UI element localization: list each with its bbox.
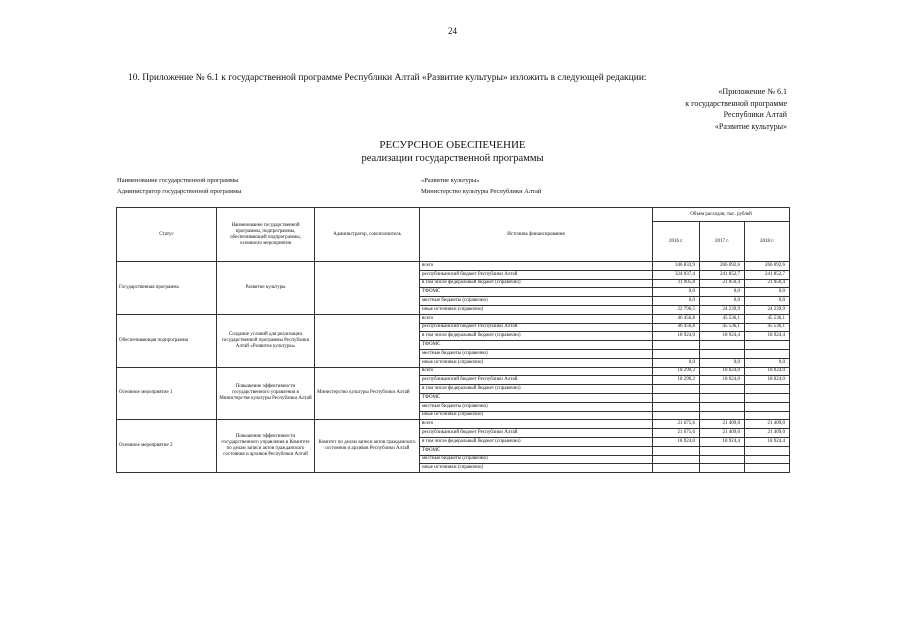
source-cell: республиканский бюджет Республики Алтай	[420, 376, 653, 385]
appendix-reference	[685, 86, 787, 132]
value-cell: 21 050,4	[700, 279, 745, 288]
value-cell	[653, 402, 700, 411]
value-cell: 18 290,2	[653, 376, 700, 385]
value-cell: 0,0	[700, 297, 745, 306]
table-body	[117, 262, 790, 473]
value-cell	[653, 341, 700, 350]
source-cell: в том числе федеральный бюджет (справочно)	[420, 437, 653, 446]
value-cell: 18 924,4	[745, 332, 790, 341]
value-cell	[745, 349, 790, 358]
source-cell: ТФОМС	[420, 446, 653, 455]
value-cell	[745, 393, 790, 402]
value-cell	[653, 385, 700, 394]
source-cell: республиканский бюджет Республики Алтай	[420, 323, 653, 332]
source-cell: в том числе федеральный бюджет (справочно)	[420, 332, 653, 341]
value-cell: 0,0	[745, 358, 790, 367]
value-cell	[745, 446, 790, 455]
source-cell: ТФОМС	[420, 393, 653, 402]
value-cell	[745, 464, 790, 473]
value-cell	[700, 464, 745, 473]
value-cell	[653, 455, 700, 464]
source-cell: в том числе федеральный бюджет (справочно)	[420, 279, 653, 288]
intro-paragraph: 10. Приложение № 6.1 к государственной программе Республики Алтай «Развитие культуры» изложить в следующей редакции:	[128, 73, 647, 83]
value-cell: 31 905,8	[653, 279, 700, 288]
source-cell: местные бюджеты (справочно)	[420, 349, 653, 358]
program-name-cell: Создание условий для реализации государственной программы Республики Алтай «Развитие культуры»	[217, 314, 315, 367]
value-cell: 266 092,6	[700, 262, 745, 271]
value-cell	[653, 349, 700, 358]
value-cell: 18 924,4	[745, 437, 790, 446]
value-cell: 324 037,4	[653, 270, 700, 279]
value-cell: 18 924,4	[700, 332, 745, 341]
appendix-line: «Развитие культуры»	[714, 121, 787, 131]
value-cell	[653, 464, 700, 473]
appendix-line: к государственной программе	[685, 98, 787, 108]
value-cell: 0,0	[700, 288, 745, 297]
value-cell: 241 852,7	[700, 270, 745, 279]
source-cell: в том числе федеральный бюджет (справочно)	[420, 385, 653, 394]
value-cell: 0,0	[653, 358, 700, 367]
value-cell	[653, 411, 700, 420]
value-cell	[745, 411, 790, 420]
program-value: «Развитие культуры»	[421, 177, 480, 184]
value-cell	[745, 341, 790, 350]
admin-label: Администратор государственной программы	[117, 188, 242, 195]
program-label: Наименование государственной программы	[117, 177, 239, 184]
value-cell	[700, 393, 745, 402]
value-cell: 45 536,1	[745, 323, 790, 332]
value-cell: 21 675,6	[653, 420, 700, 429]
value-cell	[700, 446, 745, 455]
admin-value: Министерство культуры Республики Алтай	[421, 188, 542, 195]
table-row	[117, 420, 790, 429]
value-cell: 0,0	[700, 358, 745, 367]
value-cell	[700, 349, 745, 358]
value-cell: 18 924,0	[653, 437, 700, 446]
value-cell: 18 924,0	[653, 332, 700, 341]
source-cell: ТФОМС	[420, 341, 653, 350]
value-cell	[700, 402, 745, 411]
status-cell: Государственная программа	[117, 262, 217, 315]
source-cell: республиканский бюджет Республики Алтай	[420, 270, 653, 279]
source-cell: иные источники (справочно)	[420, 358, 653, 367]
value-cell	[653, 446, 700, 455]
header-source: Источник финансирования	[420, 208, 653, 262]
source-cell: ТФОМС	[420, 288, 653, 297]
value-cell: 22 796,5	[653, 305, 700, 314]
value-cell	[653, 393, 700, 402]
admin-cell	[315, 314, 420, 367]
value-cell: 18 024,0	[700, 367, 745, 376]
value-cell: 21 050,4	[745, 279, 790, 288]
value-cell	[745, 385, 790, 394]
value-cell: 18 024,0	[700, 376, 745, 385]
value-cell	[700, 341, 745, 350]
status-cell: Основное мероприятие 1	[117, 367, 217, 420]
source-cell: всего	[420, 314, 653, 323]
appendix-line: «Приложение № 6.1	[718, 87, 787, 96]
admin-cell: Комитет по делам записи актов гражданского состояния и архивов Республики Алтай	[315, 420, 420, 473]
program-name-cell: Повышение эффективности государственного управления в Комитете по делам записи актов гражданского состояния и архивов Республики Алтай	[217, 420, 315, 473]
table-row	[117, 262, 790, 271]
value-cell: 0,0	[653, 297, 700, 306]
value-cell: 45 536,1	[700, 323, 745, 332]
value-cell: 0,0	[653, 288, 700, 297]
header-volume: Объем расходов, тыс. рублей	[653, 208, 790, 222]
source-cell: всего	[420, 420, 653, 429]
source-cell: местные бюджеты (справочно)	[420, 297, 653, 306]
value-cell: 18 024,0	[745, 367, 790, 376]
source-cell: всего	[420, 262, 653, 271]
value-cell: 21 409,0	[745, 429, 790, 438]
value-cell: 18 024,0	[745, 376, 790, 385]
value-cell	[700, 385, 745, 394]
header-status: Статус	[117, 208, 217, 262]
header-admin: Администратор, соисполнитель	[315, 208, 420, 262]
value-cell	[700, 411, 745, 420]
value-cell: 24 239,9	[700, 305, 745, 314]
program-name-cell: Развитие культуры	[217, 262, 315, 315]
status-cell: Обеспечивающая подпрограмма	[117, 314, 217, 367]
value-cell: 18 924,4	[700, 437, 745, 446]
value-cell	[745, 455, 790, 464]
source-cell: республиканский бюджет Республики Алтай	[420, 429, 653, 438]
value-cell: 0,0	[745, 297, 790, 306]
source-cell: местные бюджеты (справочно)	[420, 402, 653, 411]
program-name-cell: Повышение эффективности государственного управления в Министерстве культуры Республики Алтай	[217, 367, 315, 420]
header-year: 2017 г.	[700, 222, 745, 262]
value-cell: 266 092,6	[745, 262, 790, 271]
header-name: Наименование государственной программы, подпрограммы, обеспечивающей подпрограммы, основного мероприятия	[217, 208, 315, 262]
value-cell: 21 409,0	[700, 420, 745, 429]
source-cell: местные бюджеты (справочно)	[420, 455, 653, 464]
value-cell: 24 239,9	[745, 305, 790, 314]
source-cell: всего	[420, 367, 653, 376]
value-cell: 346 833,9	[653, 262, 700, 271]
appendix-line: Республики Алтай	[723, 110, 787, 119]
value-cell: 241 852,7	[745, 270, 790, 279]
header-year: 2016 г.	[653, 222, 700, 262]
value-cell: 21 409,0	[745, 420, 790, 429]
source-cell: иные источники (справочно)	[420, 464, 653, 473]
value-cell: 18 290,2	[653, 367, 700, 376]
value-cell	[700, 455, 745, 464]
admin-cell	[315, 262, 420, 315]
value-cell: 0,0	[745, 288, 790, 297]
value-cell: 21 675,6	[653, 429, 700, 438]
header-year: 2018 г.	[745, 222, 790, 262]
admin-cell: Министерство культуры Республики Алтай	[315, 367, 420, 420]
status-cell: Основное мероприятие 2	[117, 420, 217, 473]
table-row	[117, 314, 790, 323]
value-cell: 46 456,8	[653, 323, 700, 332]
value-cell: 21 409,0	[700, 429, 745, 438]
resource-table	[116, 207, 790, 473]
value-cell: 45 536,1	[700, 314, 745, 323]
page-number: 24	[448, 26, 457, 36]
value-cell: 45 536,1	[745, 314, 790, 323]
document-title: РЕСУРСНОЕ ОБЕСПЕЧЕНИЕ	[379, 139, 526, 151]
source-cell: иные источники (справочно)	[420, 411, 653, 420]
source-cell: иные источники (справочно)	[420, 305, 653, 314]
value-cell	[745, 402, 790, 411]
value-cell: 46 456,8	[653, 314, 700, 323]
document-subtitle: реализации государственной программы	[361, 153, 544, 164]
table-row	[117, 367, 790, 376]
